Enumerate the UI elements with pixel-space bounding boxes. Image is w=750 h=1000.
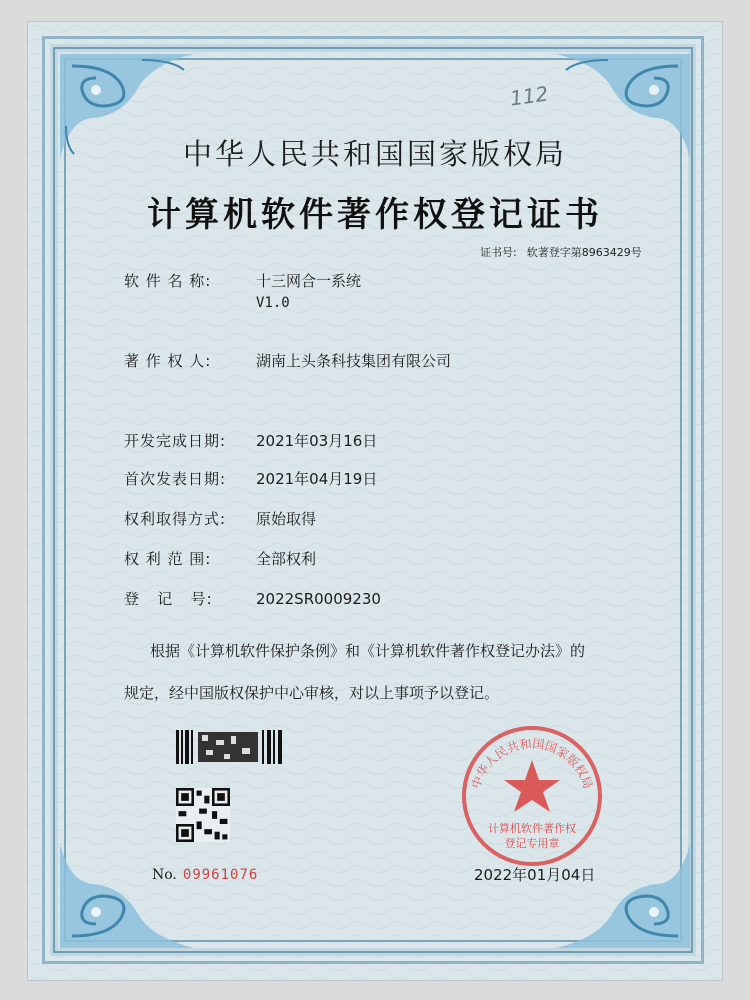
seal-outer-text: 中华人民共和国国家版权局 bbox=[468, 736, 596, 791]
field-rights-scope bbox=[124, 548, 316, 569]
serial-value: 09961076 bbox=[182, 867, 259, 883]
field-value: 2022SR0009230 bbox=[256, 590, 381, 608]
field-value: 原始取得 bbox=[256, 510, 317, 528]
qr-code-icon bbox=[176, 788, 230, 842]
field-copyright-owner bbox=[124, 350, 451, 371]
field-value: 湖南上头条科技集团有限公司 bbox=[256, 352, 452, 370]
field-value: 2021年04月19日 bbox=[256, 470, 378, 488]
field-label: 登 记 号: bbox=[124, 590, 213, 608]
certificate-number-value: 软著登字第8963429号 bbox=[526, 246, 642, 259]
corner-ornament-icon bbox=[52, 836, 202, 956]
certificate-number bbox=[480, 244, 652, 260]
field-label: 著 作 权 人: bbox=[124, 352, 212, 370]
serial-prefix: No. bbox=[152, 867, 177, 883]
official-seal-icon bbox=[458, 722, 606, 870]
field-value: 十三网合一系统 bbox=[256, 272, 362, 290]
statement-line-1: 根据《计算机软件保护条例》和《计算机软件著作权登记办法》的 bbox=[150, 642, 586, 660]
software-version: V1.0 bbox=[256, 295, 290, 311]
field-value: 2021年03月16日 bbox=[256, 432, 378, 450]
field-acquisition-method bbox=[124, 508, 316, 529]
field-software-name bbox=[124, 270, 361, 291]
serial-number bbox=[152, 867, 258, 883]
certificate-title: 计算机软件著作权登记证书 bbox=[147, 195, 603, 235]
certificate-number-label: 证书号: bbox=[480, 246, 517, 259]
seal-inner-line-1: 计算机软件著作权 bbox=[488, 822, 576, 835]
field-label: 软 件 名 称: bbox=[124, 272, 212, 290]
barcode-icon bbox=[176, 730, 284, 764]
handwritten-mark: 112 bbox=[508, 81, 550, 111]
field-label: 权 利 范 围: bbox=[124, 550, 212, 568]
issue-date: 2022年01月04日 bbox=[474, 866, 596, 884]
field-label: 权利取得方式: bbox=[124, 510, 227, 528]
field-publication-date bbox=[124, 468, 377, 489]
statement-line-2: 规定，经中国版权保护中心审核，对以上事项予以登记。 bbox=[124, 684, 500, 702]
field-value: 全部权利 bbox=[256, 550, 317, 568]
seal-inner-line-2: 登记专用章 bbox=[504, 837, 560, 850]
field-registration-number bbox=[124, 588, 381, 609]
field-label: 首次发表日期: bbox=[124, 470, 227, 488]
field-completion-date bbox=[124, 430, 377, 451]
field-label: 开发完成日期: bbox=[124, 432, 227, 450]
issuing-authority: 中华人民共和国国家版权局 bbox=[182, 137, 567, 171]
certificate bbox=[28, 22, 722, 980]
